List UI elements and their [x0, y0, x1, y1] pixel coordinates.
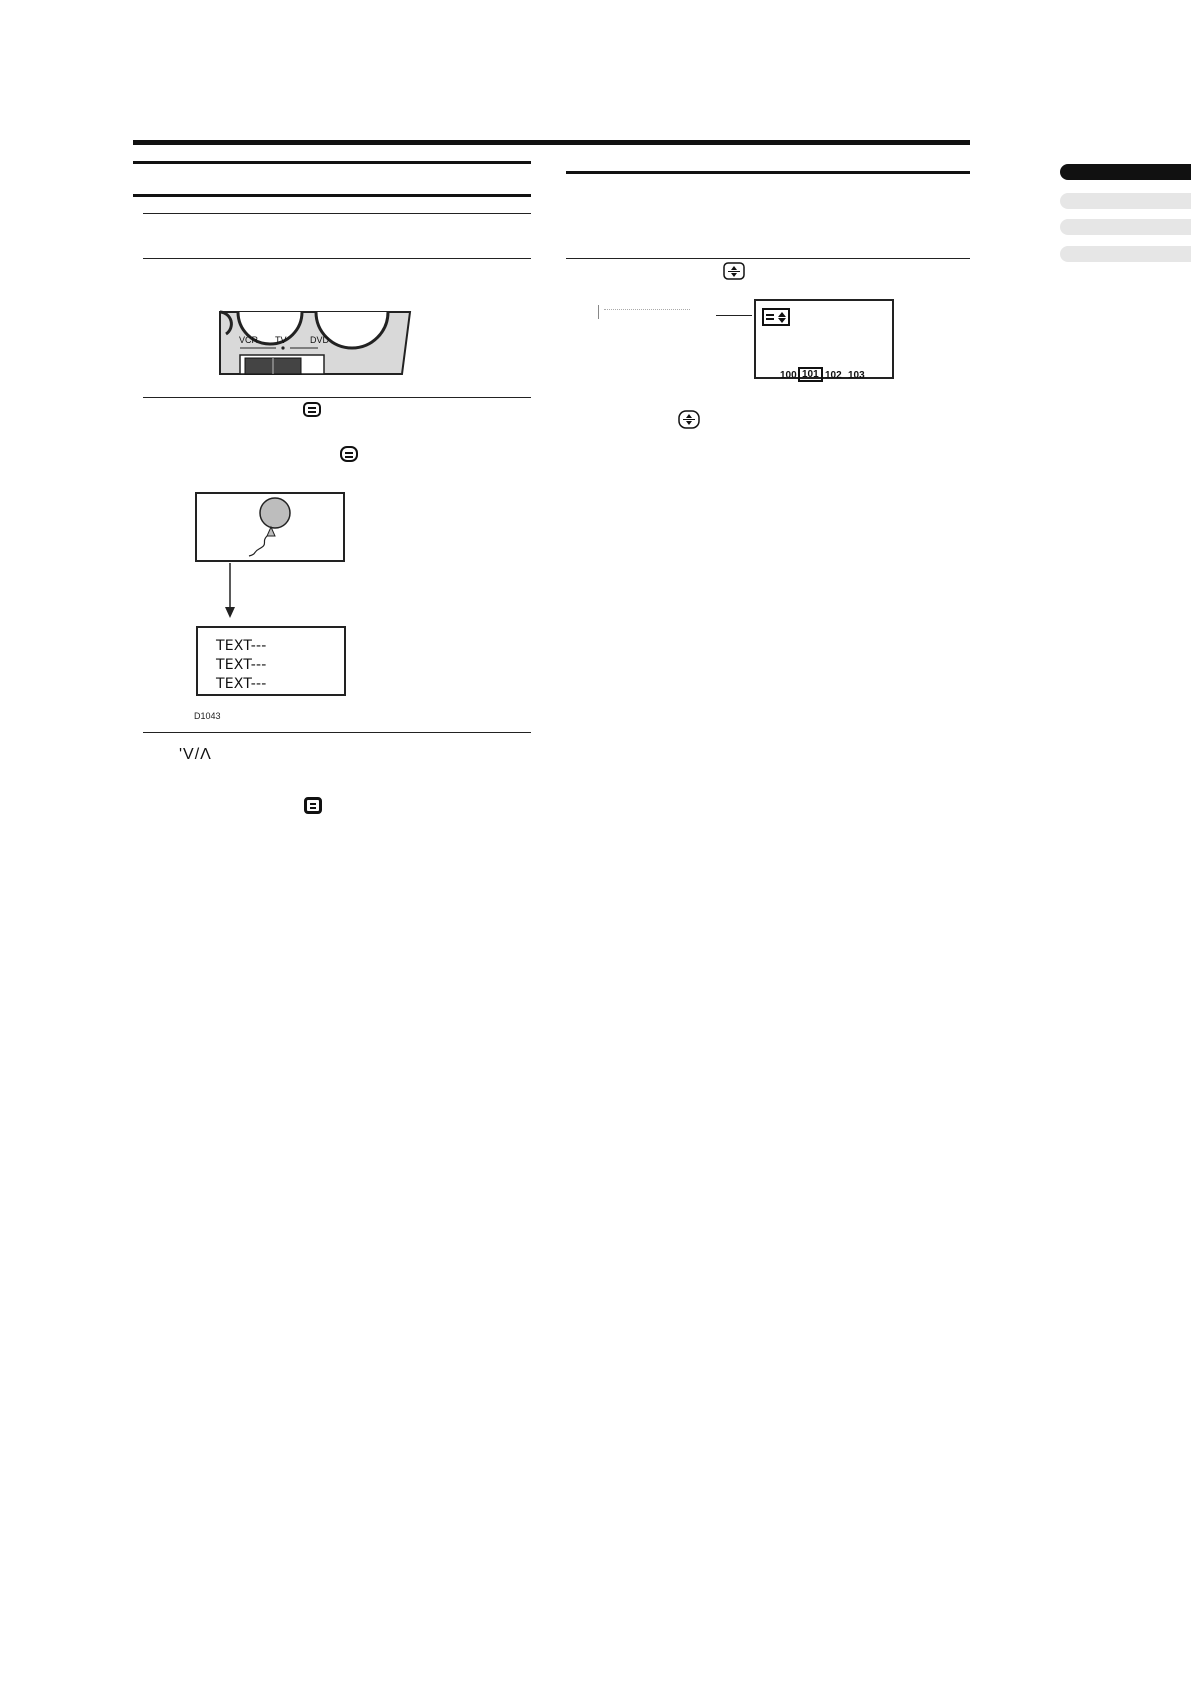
text-line-1: TEXT---	[216, 638, 267, 654]
index-button-icon	[723, 262, 745, 280]
switch-label-tv: TV	[275, 335, 287, 345]
left-section-rule-top	[133, 161, 531, 164]
top-rule	[133, 140, 970, 145]
step-divider-4	[143, 732, 531, 733]
section-tab-active[interactable]	[1060, 164, 1191, 180]
page-number-101-selected: 101	[798, 367, 823, 382]
figure-code: D1043	[194, 711, 221, 721]
tv-picture-screen	[195, 492, 345, 562]
section-tab-4[interactable]	[1060, 246, 1191, 262]
index-button-icon-2	[678, 410, 700, 429]
nav-keys-label: 'V/Λ	[179, 746, 212, 763]
switch-label-dvd: DVD	[310, 335, 330, 345]
switch-label-vcr: VCR	[239, 335, 259, 345]
text-button-icon-2	[340, 446, 358, 462]
teletext-page-screen	[754, 299, 894, 379]
step-divider-2	[143, 258, 531, 259]
balloon-picture	[197, 494, 343, 560]
text-line-2: TEXT---	[216, 657, 267, 673]
text-line-3: TEXT---	[216, 676, 267, 692]
teletext-mode-icon	[762, 307, 792, 327]
page-number-103: 103	[848, 370, 865, 381]
left-section-rule-bottom	[133, 194, 531, 197]
callout-line	[716, 315, 752, 316]
callout-dotted-line	[604, 309, 690, 310]
page-number-100: 100	[780, 370, 797, 381]
section-tab-2[interactable]	[1060, 193, 1191, 209]
step-divider-1	[143, 213, 531, 214]
remote-switch-illustration	[218, 310, 414, 376]
teletext-text-screen	[196, 626, 346, 696]
section-tab-3[interactable]	[1060, 219, 1191, 235]
text-button-icon-3	[304, 797, 322, 814]
right-step-divider	[566, 258, 970, 259]
text-button-icon	[303, 402, 321, 417]
step-divider-3	[143, 397, 531, 398]
down-arrow-icon	[222, 563, 238, 619]
page-number-102: 102	[825, 370, 842, 381]
right-section-rule	[566, 171, 970, 174]
callout-bracket	[598, 305, 599, 319]
